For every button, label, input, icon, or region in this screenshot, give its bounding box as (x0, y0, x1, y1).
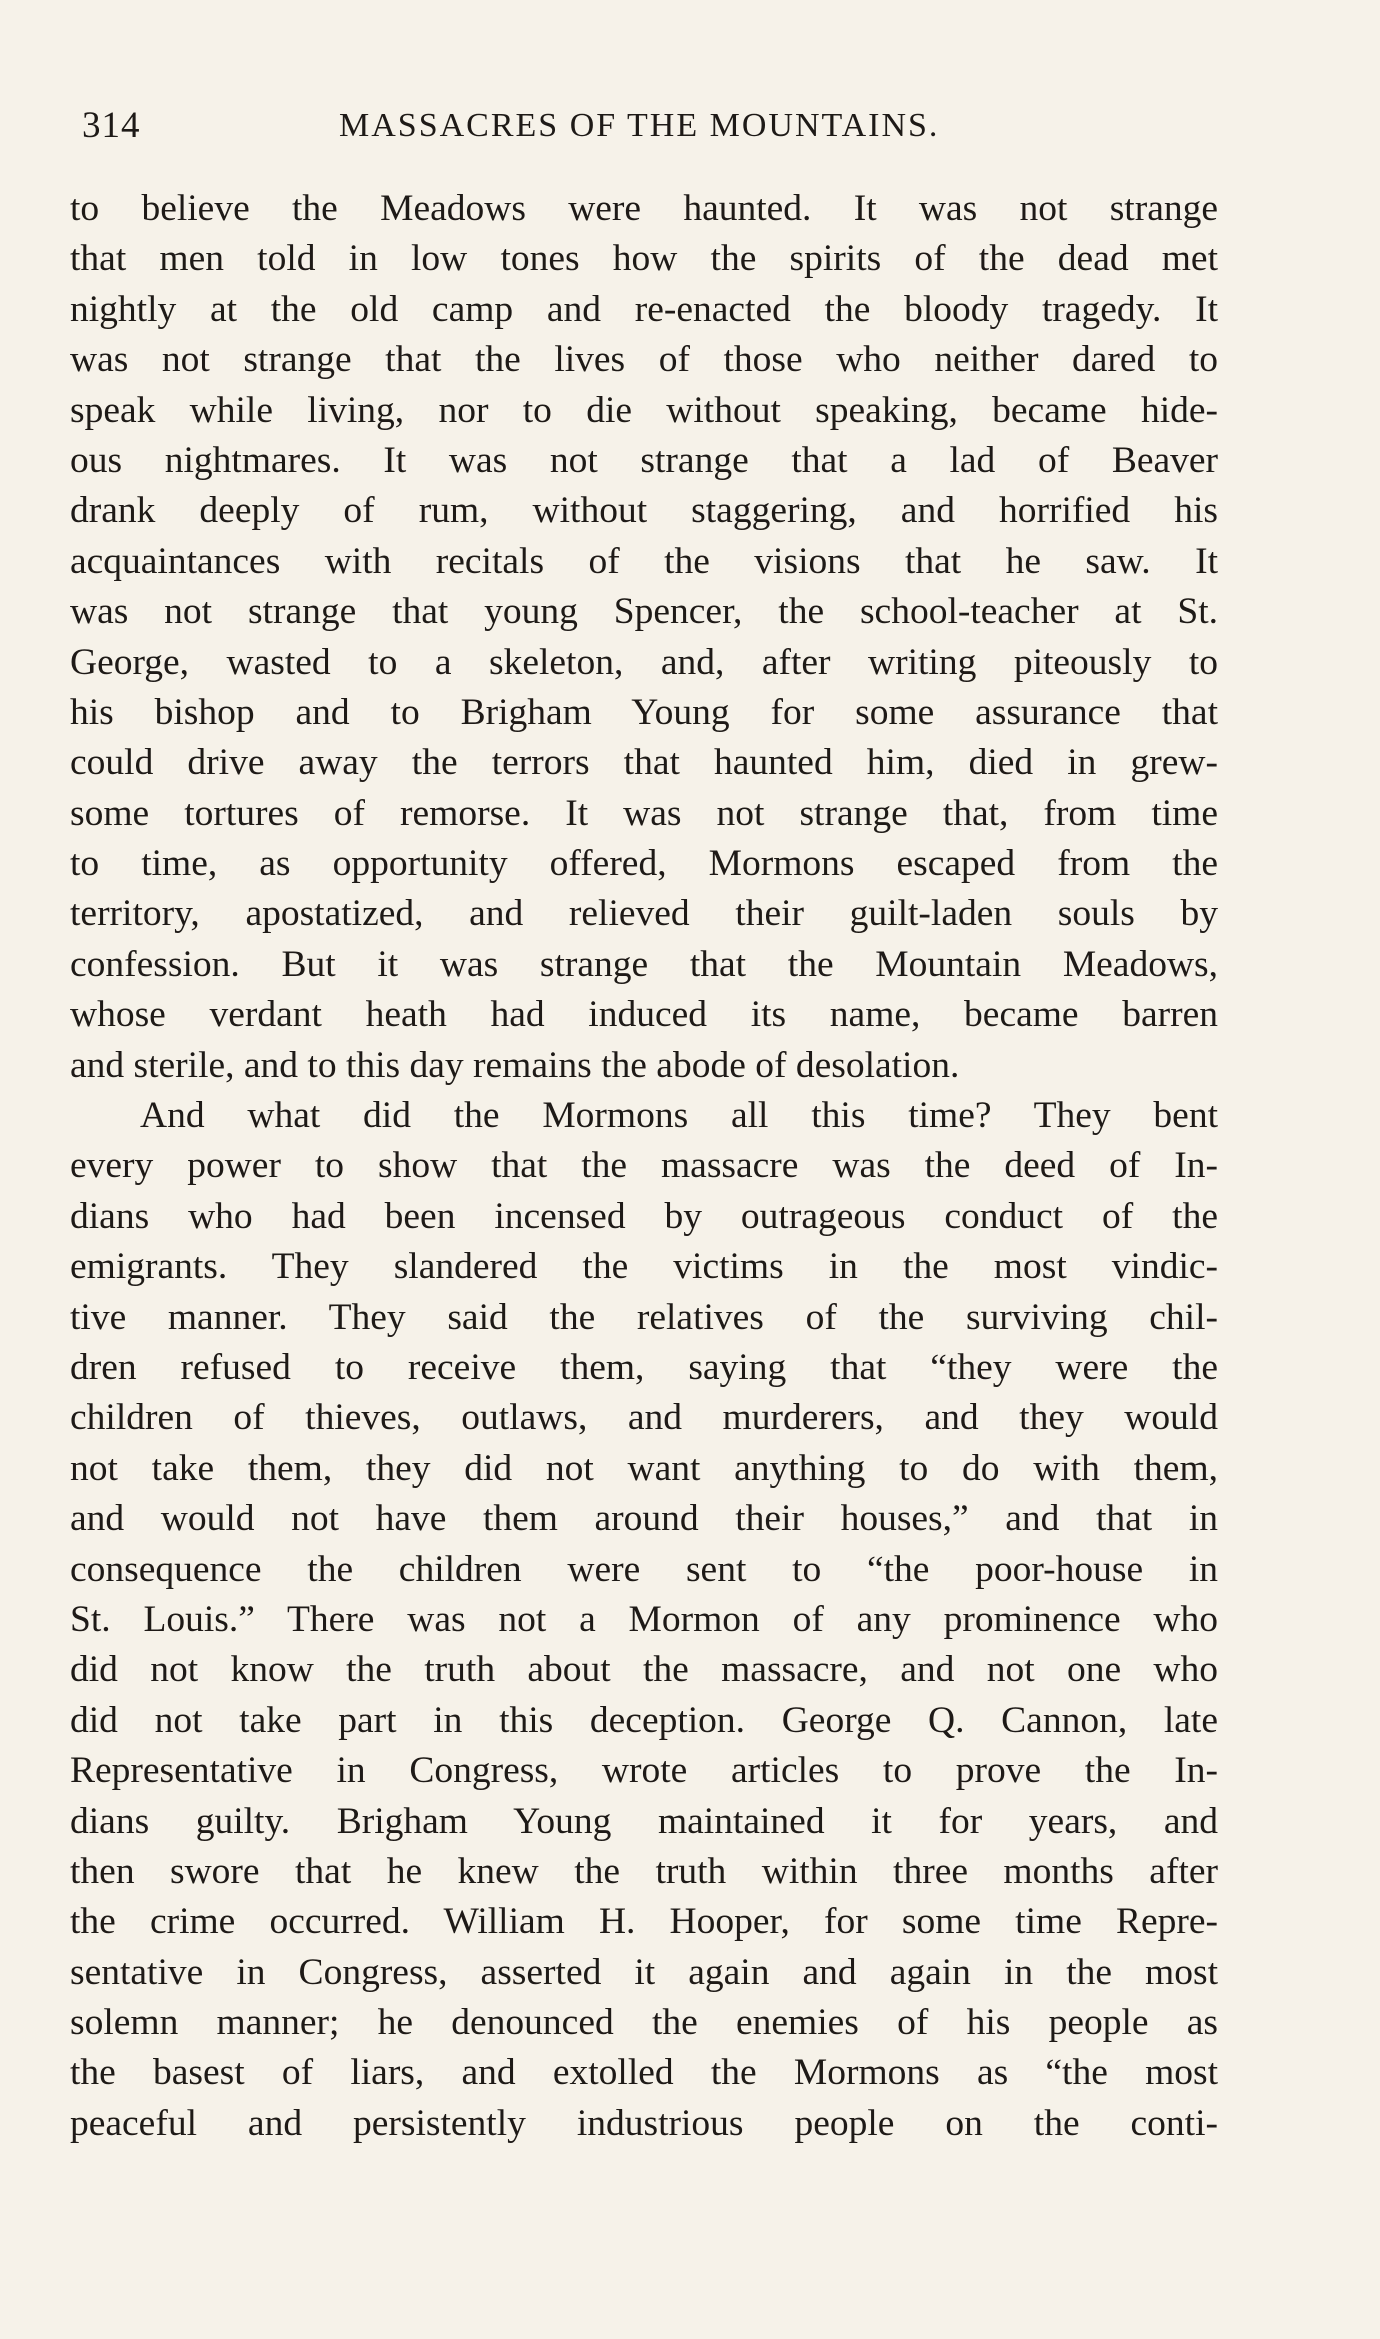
text-line: consequence the children were sent to “the poor-house in (70, 1548, 1218, 1590)
text-line: could drive away the terrors that haunted him, died in grew- (70, 742, 1218, 784)
text-line: children of thieves, outlaws, and murderers, and they would (70, 1397, 1218, 1439)
text-line: acquaintances with recitals of the visions that he saw. It (70, 540, 1218, 582)
text-line: the basest of liars, and extolled the Mormons as “the most (70, 2052, 1218, 2094)
text-line: speak while living, nor to die without speaking, became hide- (70, 389, 1218, 431)
text-line: the crime occurred. William H. Hooper, for some time Repre- (70, 1901, 1218, 1943)
text-line: dians who had been incensed by outrageous conduct of the (70, 1195, 1218, 1237)
page-number: 314 (82, 105, 141, 146)
running-title: MASSACRES OF THE MOUNTAINS. (339, 107, 940, 144)
text-line: whose verdant heath had induced its name, became barren (70, 994, 1218, 1036)
text-line: nightly at the old camp and re-enacted the bloody tragedy. It (70, 288, 1218, 330)
text-line: tive manner. They said the relatives of the surviving chil- (70, 1296, 1218, 1338)
text-line: to time, as opportunity offered, Mormons escaped from the (70, 843, 1218, 885)
text-line: and would not have them around their houses,” and that in (70, 1498, 1218, 1540)
text-line: George, wasted to a skeleton, and, after writing piteously to (70, 641, 1218, 683)
text-line: dren refused to receive them, saying that “they were the (70, 1346, 1218, 1388)
text-line: to believe the Meadows were haunted. It was not strange (70, 188, 1218, 229)
text-line: territory, apostatized, and relieved their guilt-laden souls by (70, 893, 1218, 935)
text-line: was not strange that young Spencer, the school-teacher at St. (70, 591, 1218, 633)
body-text (70, 184, 1218, 2149)
text-line: did not know the truth about the massacre, and not one who (70, 1649, 1218, 1691)
text-line: Representative in Congress, wrote articles to prove the In- (70, 1750, 1218, 1792)
text-line: some tortures of remorse. It was not strange that, from time (70, 792, 1218, 834)
text-line: St. Louis.” There was not a Mormon of any prominence who (70, 1598, 1218, 1640)
text-line: not take them, they did not want anything to do with them, (70, 1447, 1218, 1489)
text-line: solemn manner; he denounced the enemies of his people as (70, 2002, 1218, 2044)
text-line: sentative in Congress, asserted it again and again in the most (70, 1951, 1218, 1993)
text-line: then swore that he knew the truth within three months after (70, 1850, 1218, 1892)
text-line: that men told in low tones how the spirits of the dead met (70, 238, 1218, 280)
text-line: his bishop and to Brigham Young for some assurance that (70, 691, 1218, 733)
text-line: was not strange that the lives of those who neither dared to (70, 339, 1218, 381)
text-line: drank deeply of rum, without staggering, and horrified his (70, 490, 1218, 532)
text-line: peaceful and persistently industrious people on the conti- (70, 2102, 1218, 2144)
running-head (82, 104, 1182, 164)
text-line: emigrants. They slandered the victims in the most vindic- (70, 1246, 1218, 1288)
text-line: dians guilty. Brigham Young maintained it for years, and (70, 1800, 1218, 1842)
paragraph-end-line: and sterile, and to this day remains the abode of desolation. (70, 1044, 960, 1086)
paragraph-start-line: And what did the Mormons all this time? They bent (140, 1095, 1218, 1137)
text-line: every power to show that the massacre was the deed of In- (70, 1145, 1218, 1187)
text-line: did not take part in this deception. George Q. Cannon, late (70, 1699, 1218, 1741)
text-line: confession. But it was strange that the Mountain Meadows, (70, 943, 1218, 985)
text-line: ous nightmares. It was not strange that a lad of Beaver (70, 439, 1218, 481)
